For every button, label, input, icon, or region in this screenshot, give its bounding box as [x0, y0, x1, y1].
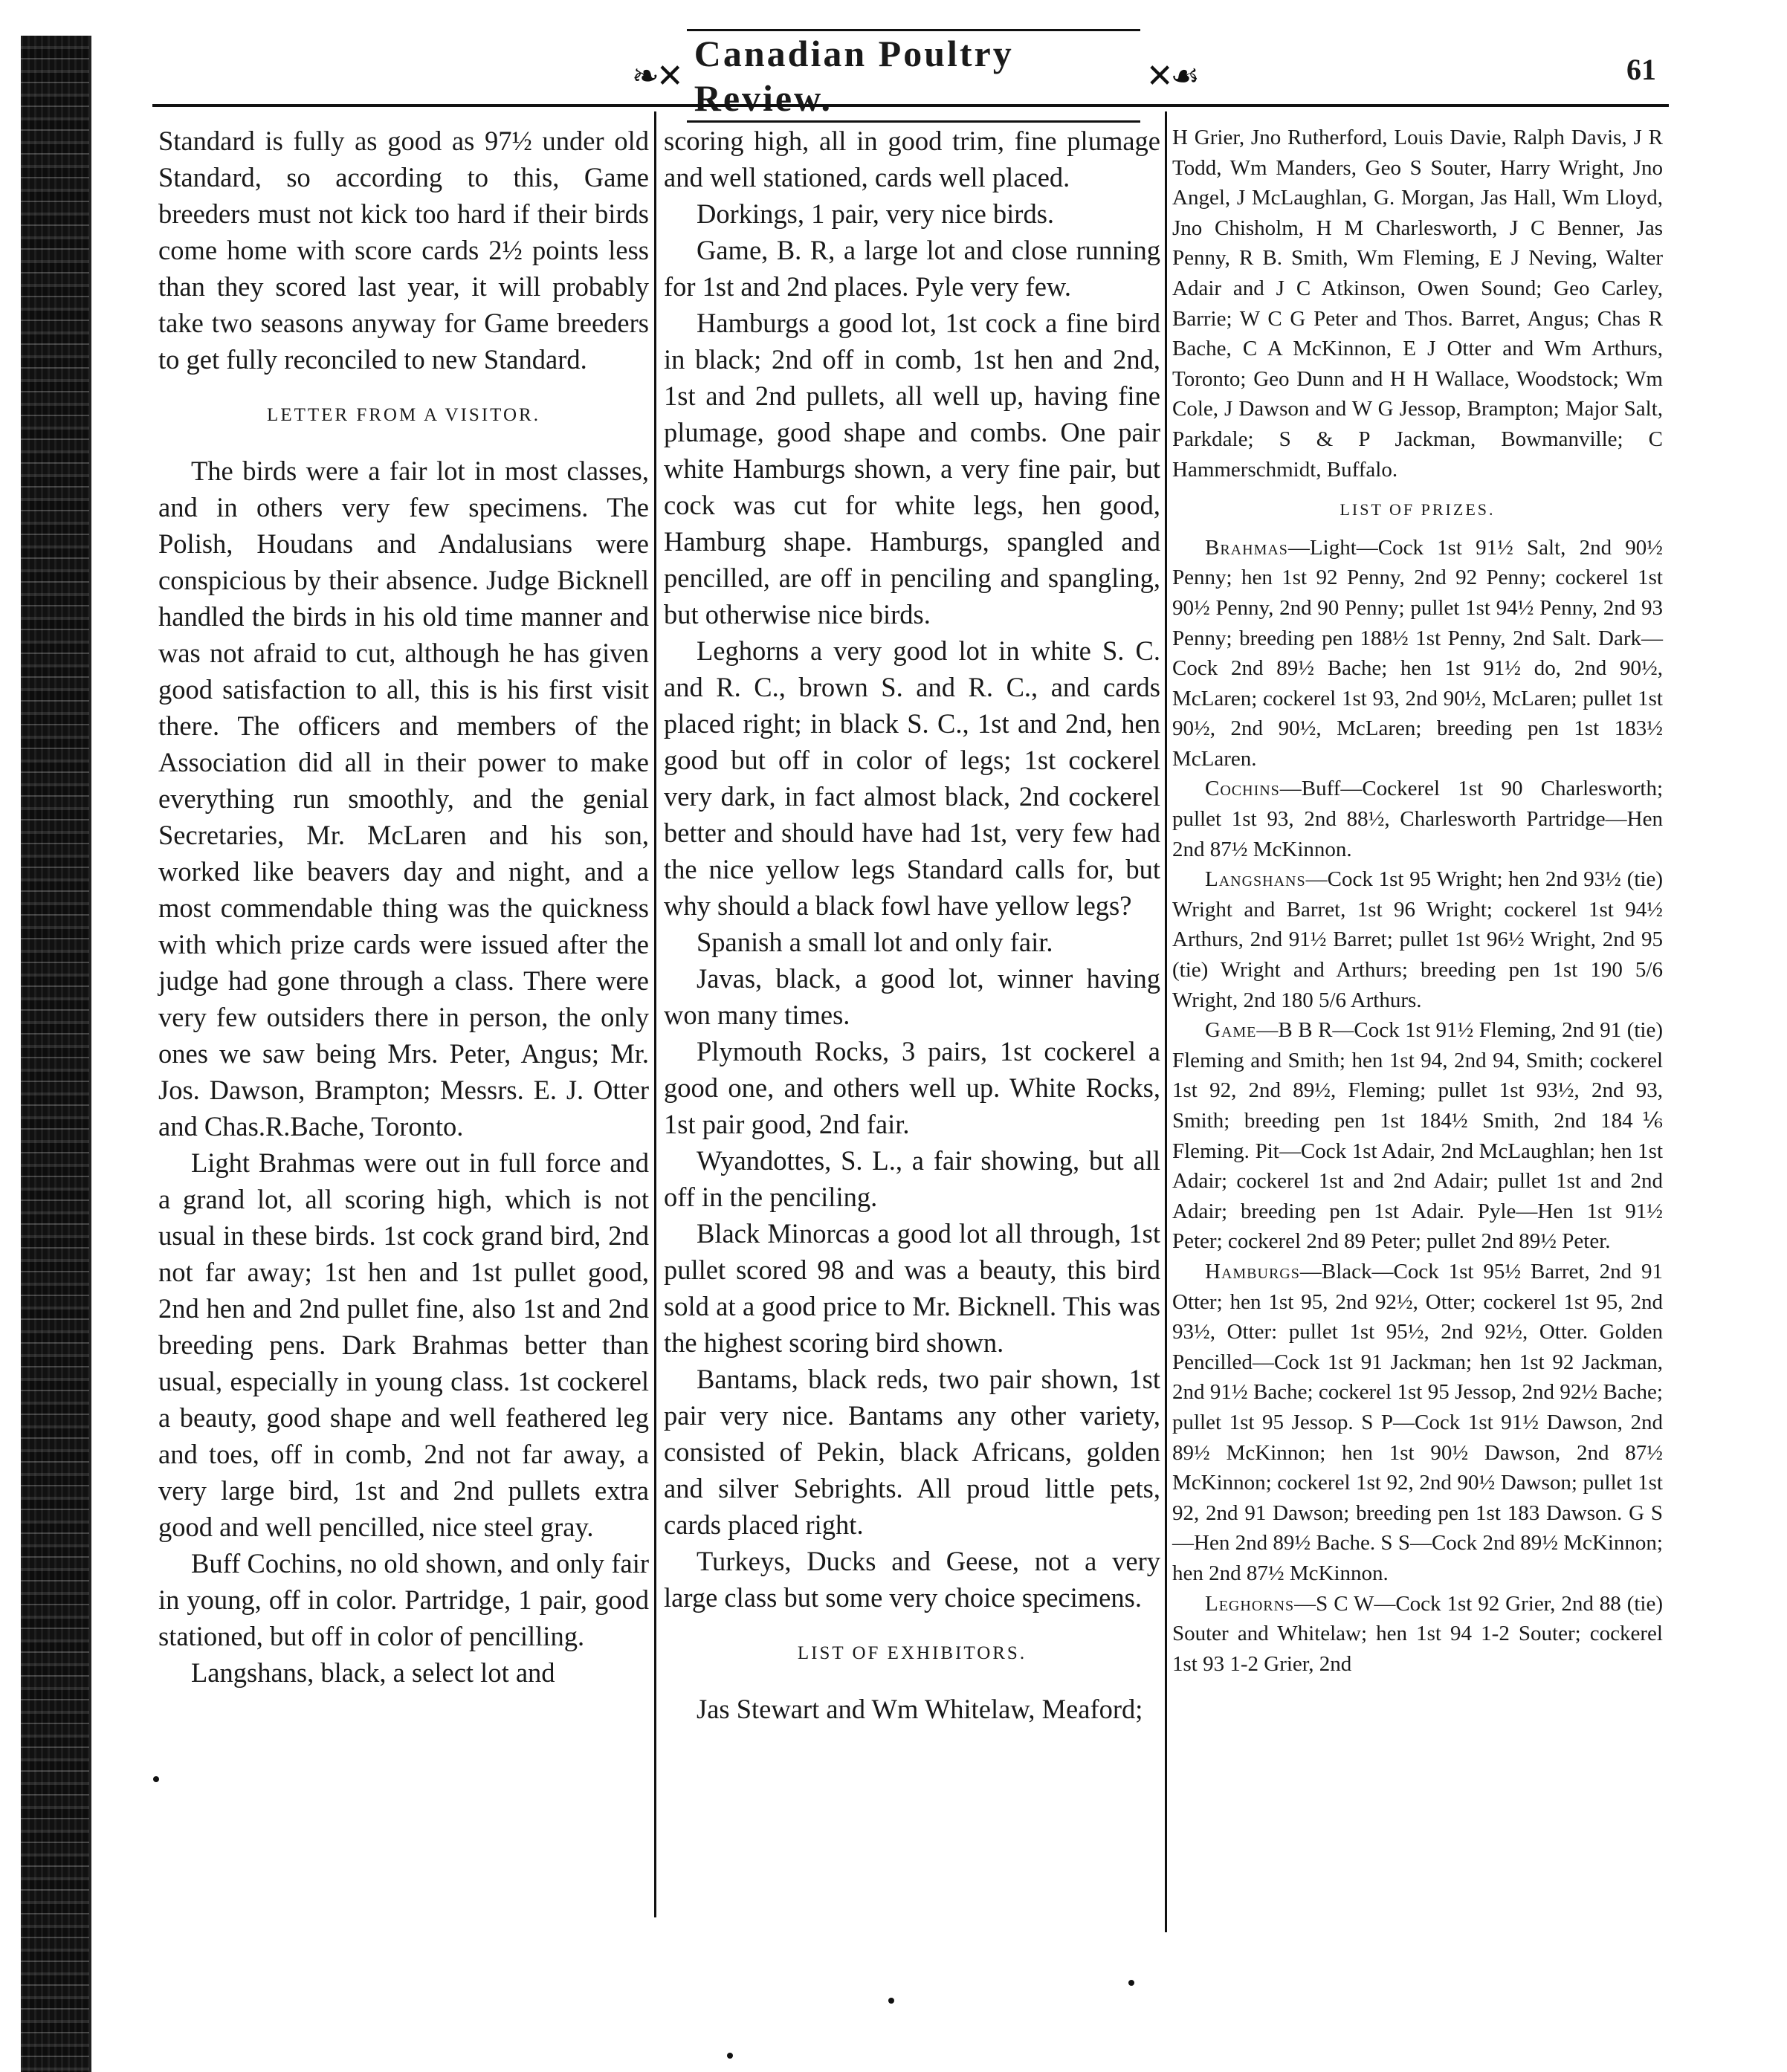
publication-title: Canadian Poultry Review. — [687, 29, 1140, 123]
paragraph: The birds were a fair lot in most classes, and in others very few specimens. The Polish, Houdans and Andalusians were conspicious by their absence. Judge Bicknell handled the birds in his old time manner and was not afraid to cut, although he has given good satisfaction to all, this is his first visit there. The officers and members of the Association did all in their power to make everything run smoothly, and the genial Secretaries, Mr. McLaren and his son, worked like beavers day and night, and a most commendable thing was the quickness with which prize cards were issued after the judge had gone through a class. There were very few outsiders there in person, the only ones we saw being Mrs. Peter, Angus; Mr. Jos. Dawson, Brampton; Messrs. E. J. Otter and Chas.R.Bache, Toronto. — [158, 456, 649, 1142]
print-speck — [888, 1998, 894, 2004]
paragraph: Light Brahmas were out in full force and a grand lot, all scoring high, which is not usual in these birds. 1st cock grand bird, 2nd not far away; 1st hen and 1st pullet good, 2nd hen and 2nd pullet fine, also 1st and 2nd breeding pens. Dark Brahmas better than usual, especially in young class. 1st cockerel a beauty, good shape and well feathered leg and toes, off in comb, 2nd not far away, a very large bird, 1st and 2nd pullets extra good and well pencilled, nice steel gray. — [158, 1147, 649, 1542]
column-1 — [158, 123, 649, 1691]
column-divider-2 — [1165, 111, 1167, 1932]
header-rule — [152, 104, 1669, 107]
breed-label: Cochins — [1205, 777, 1280, 801]
paragraph: Leghorns a very good lot in white S. C. and R. C., brown S. and R. C., and cards placed right; in black S. C., 1st and 2nd, hen good but off in color of legs; 1st cockerel very dark, in fact almost black, 2nd cockerel better and should have had 1st, very few had the nice yellow legs Standard calls for, but why should a black fowl have yellow legs? — [664, 635, 1160, 921]
breed-label: Game — [1205, 1018, 1257, 1043]
paragraph: scoring high, all in good trim, fine plumage and well stationed, cards well placed. — [664, 126, 1160, 192]
paragraph: Buff Cochins, no old shown, and only fair in young, off in color. Partridge, 1 pair, good stationed, but off in color of pencilling. — [158, 1548, 649, 1651]
column-2 — [664, 123, 1160, 1727]
paragraph: Spanish a small lot and only fair. — [697, 927, 1053, 957]
right-ornament-icon: ✕☙ — [1145, 57, 1197, 94]
prize-entry: Langshans—Cock 1st 95 Wright; hen 2nd 93½ (tie) Wright and Barret, 1st 96 Wright; cockerel 1st 94½ Arthurs, 2nd 91½ Barret; pullet 1st 96½ Wright, 2nd 95 (tie) Wright and Arthurs; breeding pen 1st 190 5/6 Wright, 2nd 180 5/6 Arthurs. — [1172, 867, 1663, 1012]
page-number: 61 — [1626, 53, 1656, 86]
print-speck — [153, 1776, 159, 1782]
book-spine-edge — [21, 36, 91, 2072]
masthead — [632, 33, 1197, 119]
print-speck — [1128, 1980, 1134, 1986]
prize-entry: Brahmas—Light—Cock 1st 91½ Salt, 2nd 90½ Penny; hen 1st 92 Penny, 2nd 92 Penny; cockerel 1st 90½ Penny, 2nd 90 Penny; pullet 1st 94½ Penny, 2nd 93 Penny; breeding pen 188½ 1st Penny, 2nd Salt. Dark—Cock 2nd 89½ Bache; hen 1st 91½ do, 2nd 90½, McLaren; cockerel 1st 93, 2nd 90½, McLaren; pullet 1st 90½, 2nd 90½, McLaren; breeding pen 1st 183½ McLaren. — [1172, 535, 1663, 771]
breed-label: Langshans — [1205, 867, 1306, 892]
breed-label: Leghorns — [1205, 1591, 1295, 1616]
paragraph: Jas Stewart and Wm Whitelaw, Meaford; — [697, 1694, 1143, 1724]
paragraph: Hamburgs a good lot, 1st cock a fine bird in black; 2nd off in comb, 1st hen and 2nd, 1st and 2nd pullets, all well up, having fine plumage, good shape and combs. One pair white Hamburgs shown, a very fine pair, but cock was cut for white legs, hen good, Hamburg shape. Hamburgs, spangled and pencilled, are off in penciling and spangling, but otherwise nice birds. — [664, 308, 1160, 629]
section-heading: LETTER FROM A VISITOR. — [267, 405, 540, 425]
prize-entry: Leghorns—S C W—Cock 1st 92 Grier, 2nd 88 (tie) Souter and Whitelaw; hen 1st 94 1-2 Souter; cockerel 1st 93 1-2 Grier, 2nd — [1172, 1591, 1663, 1676]
column-divider-1 — [654, 111, 656, 1917]
paragraph: Dorkings, 1 pair, very nice birds. — [697, 198, 1055, 229]
paragraph: Turkeys, Ducks and Geese, not a very large class but some very choice specimens. — [664, 1546, 1160, 1613]
column-3 — [1172, 123, 1663, 1679]
paragraph: Wyandottes, S. L., a fair showing, but all off in the penciling. — [664, 1145, 1160, 1212]
paragraph: Langshans, black, a select lot and — [191, 1657, 555, 1688]
section-heading: LIST OF PRIZES. — [1340, 500, 1496, 519]
paragraph: Game, B. R, a large lot and close running for 1st and 2nd places. Pyle very few. — [664, 235, 1160, 302]
exhibitor-list: H Grier, Jno Rutherford, Louis Davie, Ralph Davis, J R Todd, Wm Manders, Geo S Souter, Harry Wright, Jno Angel, J McLaughlan, G. Morgan, Jas Hall, Wm Lloyd, Jno Chisholm, H M Charlesworth, J C Benner, Jas Penny, R B. Smith, Wm Fleming, E J Neving, Walter Adair and J C Atkinson, Owen Sound; Geo Carley, Barrie; W C G Peter and Thos. Barret, Angus; Chas R Bache, C A McKinnon, E J Otter and Wm Arthurs, Toronto; Geo Dunn and H H Wallace, Woodstock; Wm Cole, J Dawson and W G Jessop, Brampton; Major Salt, Parkdale; S & P Jackman, Bowmanville; C Hammerschmidt, Buffalo. — [1172, 126, 1663, 482]
section-heading: LIST OF EXHIBITORS. — [797, 1643, 1027, 1663]
prize-entry: Hamburgs—Black—Cock 1st 95½ Barret, 2nd 91 Otter; hen 1st 95, 2nd 92½, Otter; cockerel 1st 95, 2nd 93½, Otter: pullet 1st 95½, 2nd 92½, Otter. Golden Pencilled—Cock 1st 91 Jackman; hen 1st 92 Jackman, 2nd 91½ Bache; cockerel 1st 95 Jessop, 2nd 92½ Bache; pullet 1st 95 Jessop. S P—Cock 1st 91½ Dawson, 2nd 89½ McKinnon; hen 1st 90½ Dawson, 2nd 87½ McKinnon; cockerel 1st 92, 2nd 90½ Dawson; pullet 1st 92, 2nd 91 Dawson; breeding pen 1st 183 Dawson. G S—Hen 2nd 89½ Bache. S S—Cock 2nd 89½ McKinnon; hen 2nd 87½ McKinnon. — [1172, 1259, 1663, 1585]
paragraph: Javas, black, a good lot, winner having won many times. — [664, 963, 1160, 1030]
breed-label: Brahmas — [1205, 535, 1288, 560]
paragraph: Plymouth Rocks, 3 pairs, 1st cockerel a good one, and others well up. White Rocks, 1st pair good, 2nd fair. — [664, 1036, 1160, 1139]
prize-entry: Game—B B R—Cock 1st 91½ Fleming, 2nd 91 (tie) Fleming and Smith; hen 1st 94, 2nd 94, Smith; cockerel 1st 92, 2nd 89½, Fleming; pullet 1st 93½, 2nd 93, Smith; breeding pen 1st 184½ Smith, 2nd 184⅙ Fleming. Pit—Cock 1st Adair, 2nd McLaughlan; hen 1st Adair; cockerel 1st and 2nd Adair; pullet 1st and 2nd Adair; breeding pen 1st Adair. Pyle—Hen 1st 91½ Peter; cockerel 2nd 89 Peter; pullet 2nd 89½ Peter. — [1172, 1018, 1663, 1254]
paragraph: Bantams, black reds, two pair shown, 1st pair very nice. Bantams any other variety, consisted of Pekin, black Africans, golden and silver Sebrights. All proud little pets, cards placed right. — [664, 1364, 1160, 1540]
paragraph: Standard is fully as good as 97½ under old Standard, so according to this, Game breeders must not kick too hard if their birds come home with score cards 2½ points less than they scored last year, it will probably take two seasons anyway for Game breeders to get fully reconciled to new Standard. — [158, 126, 649, 375]
left-ornament-icon: ❧✕ — [632, 57, 681, 94]
breed-label: Hamburgs — [1205, 1259, 1300, 1283]
print-speck — [727, 2053, 733, 2059]
paragraph: Black Minorcas a good lot all through, 1st pullet scored 98 and was a beauty, this bird sold at a good price to Mr. Bicknell. This was the highest scoring bird shown. — [664, 1218, 1160, 1358]
prize-entry: Cochins—Buff—Cockerel 1st 90 Charlesworth; pullet 1st 93, 2nd 88½, Charlesworth Partridge—Hen 2nd 87½ McKinnon. — [1172, 777, 1663, 861]
